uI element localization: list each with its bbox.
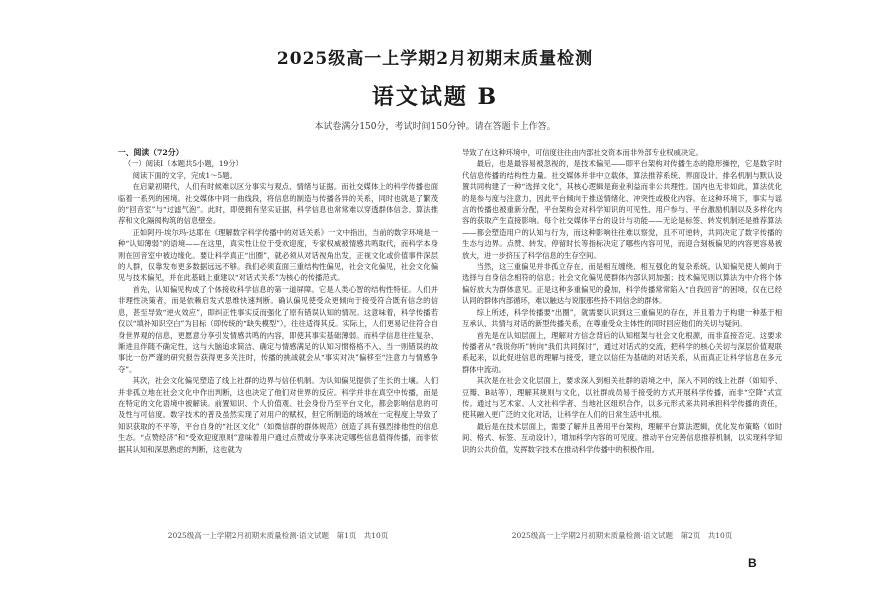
exam-note: 本试卷满分150分，考试时间150分钟。请在答题卡上作答。	[314, 122, 556, 132]
passage-paragraph: 最后，也是最容易被忽视的，是技术偏见——即平台架构对传播生态的隐形操控，它是数字时代信息传播的结构性力量。社交媒体并非中立载体，算法推荐系统、界面设计、排名机制与默认设置共同构建了一种“选择文化”，其核心逻辑是商业利益而非公共理性。国内也无非如此，算法优化的是参与度与注意力，因此平台倾向于推送情绪化、冲突性或极化内容。在这种环境下，事实与谣言的传播也被重新分配，平台架构会对科学知识的可见性、用户参与、平台激励机制以及多样化内容的获取产生直接影响。每个社交媒体平台的设计与功能——无论是标签、转发机制还是推荐算法——都会塑造用户的认知与行为，而这种影响往往难以察觉，且不可逆转，共同决定了数字传播的生态与边界。点赞、转发、停留时长等指标决定了哪些内容可见，而迎合刻板偏见的内容更容易被放大，进一步挤压了科学信息的生存空间。	[462, 159, 782, 260]
exam-title: 2025级高一上学期2月初期末质量检测	[276, 49, 594, 69]
passage-paragraph: 其次是在社会文化层面上，要求深入到相关社群的语境之中，深入不同的线上社群（如知乎、豆瓣、B站等），理解其规则与文化，以社群成员易于接受的方式开展科学传播，而非“空降”式宣传。通过与艺术家、人文社科学者、当地社区组织合作，以多元形式来共同承担科学传播的责任，使其融入更广泛的文化对话，让科学在人们的日常生活中扎根。	[462, 376, 782, 420]
passage-paragraph: 最后是在技术层面上，需要了解并且善用平台架构，理解平台算法逻辑，优化发布策略（如时间、格式、标签、互动设计），增加科学内容的可见度。推动平台完善信息推荐机制，以实现科学知识的公共价值，发挥数字技术在推动科学传播中的积极作用。	[462, 421, 782, 454]
passage-paragraph: 首先是在认知层面上，理解对方信念背后的认知框架与社会文化根源，而非直接否定。这要求传播者从“我说你听”转向“我们共同探讨”，通过对话式的交流，把科学的核心关切与深层价值观联系起来，以此促进信息的理解与接受，建立以信任为基础的对话关系，从而真正让科学信息在多元群体中流动。	[462, 330, 782, 374]
passage-paragraph: 首先，认知偏见构成了个体接收科学信息的第一道屏障。它是人类心智的结构性特征。人们并非理性决策者，而是依赖启发式思维快速判断。确认偏见使受众更倾向于接受符合既有信念的信息，甚至导致“逆火效应”，即纠正性事实反而强化了原有错误认知的情况。这意味着，科学传播若仅以“填补知识空白”为目标（即传统的“缺失模型”），往往适得其反。实际上，人们更易记住符合自身世界观的信息，更愿意分享引发情感共鸣的内容，即使其事实基础薄弱。而科学信息往往复杂、渐进且伴随不确定性，这与大脑追求简洁、确定与情感满足的认知习惯格格不入。当一则错误的故事比一份严谨的研究报告获得更多关注时，传播的挑战就会从“事实对决”偏移至“注意力与情感争夺”。	[118, 284, 438, 374]
passage-paragraph: 当然，这三重偏见并非孤立存在，而是相互缠绕、相互强化的复杂系统。认知偏见使人倾向于选择与自身信念相符的信息；社会文化偏见使群体内部认同加强；技术偏见则以算法为中介将个体偏好放大为群体意见。正是这种多重偏见的叠加，科学传播常常陷入“自我回音”的困境，仅在已经认同的群体内部循环，难以触达与说服那些持不同信念的群体。	[462, 262, 782, 306]
reading-instruction: 阅读下面的文字，完成1～5题。	[132, 170, 237, 180]
section-heading: 一、阅读（72分）	[118, 148, 184, 157]
version-mark: B	[748, 556, 757, 570]
passage-paragraph: 在启蒙初期代，人们有时候难以区分事实与观点、情绪与证据。而社交媒体上的科学传播也面临着一系列的困境。社交媒体中同一曲线段，将信息的制造与传播各异的关系，同时也就是了繁茂的“回音室”与“过滤气泡”。此时，即使拥有坚实证据，科学信息也常常难以穿透群体信念、算法推荐和文化隔阂构筑的信息壁垒。	[118, 182, 438, 226]
subject-title: 语文试题 B	[371, 84, 499, 110]
page-footer-right: 2025级高一上学期2月初期末质量检测·语文试题 第2页 共10页	[511, 531, 733, 540]
page-footer-left: 2025级高一上学期2月初期末质量检测·语文试题 第1页 共10页	[167, 531, 389, 540]
left-column	[118, 147, 438, 522]
sub-section-heading: （一）阅读Ⅰ（本题共5小题，19分）	[123, 159, 243, 169]
passage-paragraph: 正如阿丹·埃尔玛-达耶在《理解数字科学传播中的对话关系》一文中指出，当前的数字环境是一种“认知薄弱”的语境——在这里，真实性让位于受欢迎度，专家权威被情感共鸣取代，而科学本身则在回音室中被边缘化。要让科学真正“出圈”，就必须从对话视角出发，正视文化或价值事件深层的人群，仅靠发布更多数据远远不够。我们必须直面三重结构性偏见，社会文化偏见，社会文化偏见与技术偏见，并在此基础上重建以“对话式关系”为核心的传播范式。	[118, 227, 438, 283]
passage-paragraph: 导致了在这种环境中，可信度往往由内部社交资本而非外部专业权威决定。	[462, 148, 703, 157]
right-column	[462, 147, 782, 522]
passage-paragraph: 其次，社会文化偏见塑造了线上社群的边界与信任机制。为认知偏见提供了生长的土壤。人们并非孤立地在社会文化中作出判断，这也决定了他们对世界的反应。科学并非在真空中传播，而是在特定的文化语境中被解读。前置知识、个人价值观、社会身份乃至平台文化，都会影响信息的可及性与可信度。数字技术的普及虽然实现了对用户的赋权，但它所制造的场域在一定程度上导致了知识获取的不平等，平台自身的“社区文化”（如微信群的群体规范）创造了具有强烈排他性的信息生态。“点赞经济”和“受欢迎度原则”意味着用户通过点赞或分享来决定哪些信息值得传播，而非依据其认知和深思熟虑的判断，这也就为	[118, 376, 438, 454]
passage-paragraph: 综上所述，科学传播要“出圈”，就需要认识到这三重偏见的存在，并且着力于构建一种基于相互承认、共情与对话的新型传播关系，在尊重受众主体性的同时回应他们的关切与疑问。	[462, 307, 782, 329]
